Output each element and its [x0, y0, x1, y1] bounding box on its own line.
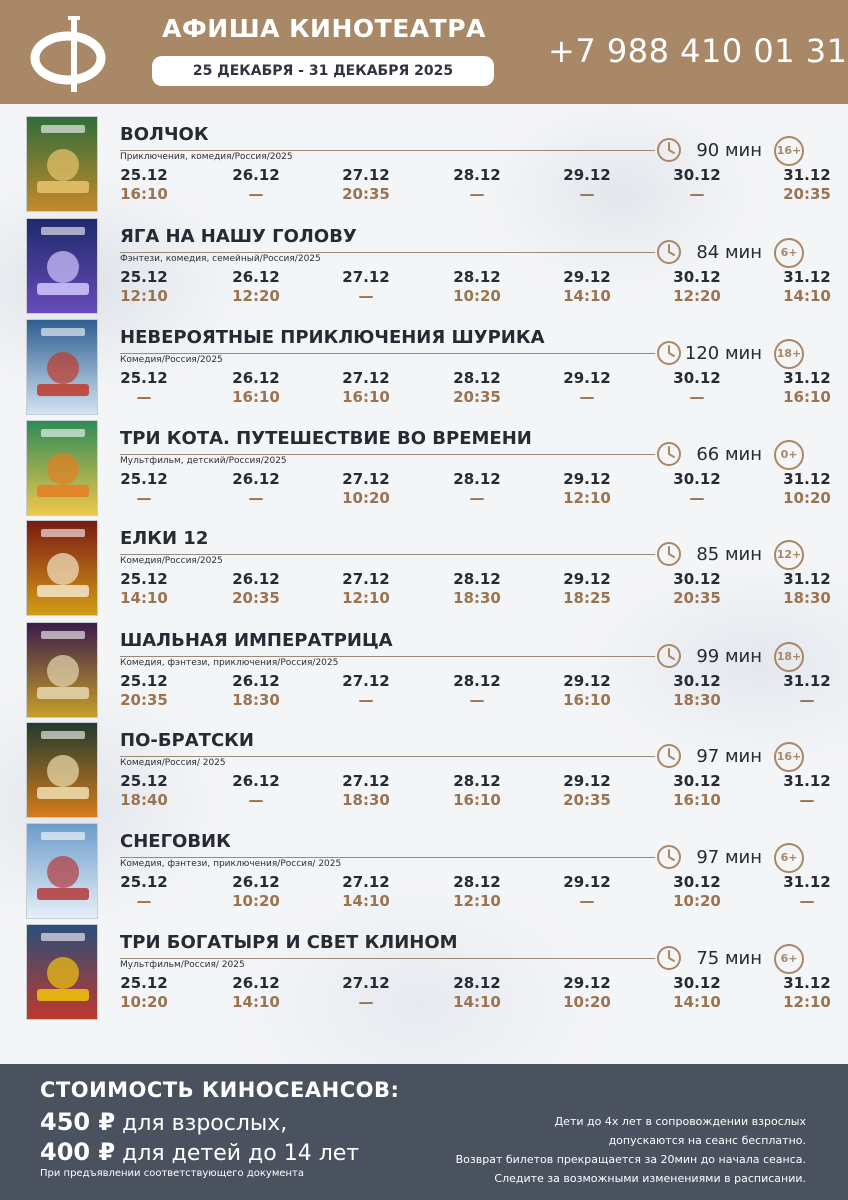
movie-title: ПО-БРАТСКИ [120, 730, 254, 751]
show-date: 27.12 [342, 772, 390, 790]
price-heading: СТОИМОСТЬ КИНОСЕАНСОВ: [40, 1078, 400, 1102]
show-date: 29.12 [563, 268, 611, 286]
show-date: 26.12 [232, 570, 280, 588]
movie-genre: Фэнтези, комедия, семейный/Россия/2025 [120, 254, 321, 264]
showtime-slot [226, 166, 286, 204]
show-date: 26.12 [232, 166, 280, 184]
showtime-slot [336, 873, 396, 911]
movie-poster[interactable] [26, 116, 98, 212]
show-time: — [358, 287, 374, 305]
footer-info [406, 1112, 806, 1188]
showtime-slot [667, 772, 727, 810]
show-time: 14:10 [563, 287, 611, 305]
clock-icon [656, 239, 682, 265]
show-time: 12:10 [120, 287, 168, 305]
show-time: 10:20 [453, 287, 501, 305]
show-time: — [469, 691, 485, 709]
show-date: 27.12 [342, 268, 390, 286]
movie-poster[interactable] [26, 520, 98, 616]
show-time: 16:10 [342, 388, 390, 406]
movie-title: ВОЛЧОК [120, 124, 209, 145]
show-time: 12:10 [453, 892, 501, 910]
show-date: 27.12 [342, 470, 390, 488]
showtime-slot [777, 974, 837, 1012]
showtime-slot [667, 166, 727, 204]
show-date: 25.12 [120, 672, 168, 690]
movie-row [0, 924, 848, 1024]
show-time: 14:10 [120, 589, 168, 607]
info-line: допускаются на сеанс бесплатно. [608, 1134, 806, 1147]
movie-row [0, 622, 848, 722]
clock-icon [656, 945, 682, 971]
showtime-slot [336, 570, 396, 608]
divider [120, 554, 655, 555]
showtime-slot [447, 369, 507, 407]
show-date: 25.12 [120, 873, 168, 891]
showtime-slot [114, 268, 174, 306]
showtime-slot [777, 166, 837, 204]
movie-title: НЕВЕРОЯТНЫЕ ПРИКЛЮЧЕНИЯ ШУРИКА [120, 327, 545, 348]
show-date: 28.12 [453, 369, 501, 387]
show-date: 28.12 [453, 672, 501, 690]
show-date: 28.12 [453, 974, 501, 992]
movie-poster[interactable] [26, 218, 98, 314]
show-time: — [358, 993, 374, 1011]
showtime-slot [667, 974, 727, 1012]
show-time: 18:25 [563, 589, 611, 607]
show-date: 26.12 [232, 470, 280, 488]
document-note: При предъявлении соответствующего документа [40, 1168, 305, 1179]
clock-icon [656, 340, 682, 366]
show-date: 30.12 [673, 570, 721, 588]
age-rating-badge: 0+ [774, 440, 804, 470]
show-date: 30.12 [673, 369, 721, 387]
age-rating-badge: 12+ [774, 540, 804, 570]
show-time: — [579, 892, 595, 910]
showtime-slot [557, 166, 617, 204]
show-time: — [248, 489, 264, 507]
movie-row [0, 520, 848, 620]
movie-duration: 85 мин [696, 544, 762, 565]
show-time: 12:10 [563, 489, 611, 507]
movie-genre: Комедия/Россия/2025 [120, 355, 223, 365]
show-time: 10:20 [232, 892, 280, 910]
showtime-slot [226, 570, 286, 608]
show-date: 28.12 [453, 166, 501, 184]
divider [120, 756, 655, 757]
showtime-slot [777, 570, 837, 608]
show-date: 27.12 [342, 873, 390, 891]
show-date: 27.12 [342, 974, 390, 992]
show-time: 18:30 [342, 791, 390, 809]
show-date: 27.12 [342, 166, 390, 184]
show-time: 18:30 [783, 589, 831, 607]
show-date: 31.12 [783, 470, 831, 488]
show-time: — [469, 489, 485, 507]
show-date: 25.12 [120, 470, 168, 488]
show-time: — [136, 489, 152, 507]
movie-poster[interactable] [26, 420, 98, 516]
showtime-slot [447, 974, 507, 1012]
movie-row [0, 823, 848, 923]
showtime-slot [114, 470, 174, 508]
show-date: 25.12 [120, 166, 168, 184]
show-date: 30.12 [673, 873, 721, 891]
showtime-slot [114, 369, 174, 407]
show-time: 12:10 [342, 589, 390, 607]
show-date: 25.12 [120, 369, 168, 387]
showtime-slot [336, 672, 396, 710]
showtime-slot [226, 974, 286, 1012]
divider [120, 857, 655, 858]
showtime-slot [336, 268, 396, 306]
price-footer [0, 1064, 848, 1200]
date-range-badge: 25 ДЕКАБРЯ - 31 ДЕКАБРЯ 2025 [152, 56, 494, 86]
show-time: 20:35 [563, 791, 611, 809]
movie-title: ЕЛКИ 12 [120, 528, 209, 549]
show-time: 12:20 [673, 287, 721, 305]
show-time: 14:10 [783, 287, 831, 305]
clock-icon [656, 441, 682, 467]
child-price-label: для детей до 14 лет [115, 1141, 360, 1166]
showtime-slot [226, 470, 286, 508]
divider [120, 454, 655, 455]
show-time: 14:10 [673, 993, 721, 1011]
show-date: 28.12 [453, 570, 501, 588]
show-date: 31.12 [783, 772, 831, 790]
show-date: 25.12 [120, 974, 168, 992]
show-time: 16:10 [453, 791, 501, 809]
show-date: 29.12 [563, 974, 611, 992]
movie-genre: Комедия, фэнтези, приключения/Россия/ 2025 [120, 859, 342, 869]
show-time: 16:10 [120, 185, 168, 203]
show-time: 20:35 [453, 388, 501, 406]
movie-title: СНЕГОВИК [120, 831, 231, 852]
show-date: 26.12 [232, 268, 280, 286]
divider [120, 150, 655, 151]
showtime-slot [667, 369, 727, 407]
show-time: — [136, 892, 152, 910]
info-line: Дети до 4х лет в сопровождении взрослых [554, 1115, 806, 1128]
age-rating-badge: 6+ [774, 944, 804, 974]
showtime-slot [777, 268, 837, 306]
showtime-slot [777, 470, 837, 508]
show-time: 16:10 [673, 791, 721, 809]
showtime-slot [114, 672, 174, 710]
movie-row [0, 319, 848, 419]
movie-duration: 66 мин [696, 444, 762, 465]
showtime-slot [557, 470, 617, 508]
show-time: 10:20 [673, 892, 721, 910]
age-rating-badge: 6+ [774, 843, 804, 873]
show-date: 30.12 [673, 268, 721, 286]
show-date: 28.12 [453, 772, 501, 790]
movie-row [0, 420, 848, 520]
show-date: 26.12 [232, 974, 280, 992]
show-time: — [799, 791, 815, 809]
showtime-slot [557, 873, 617, 911]
movie-title: ТРИ КОТА. ПУТЕШЕСТВИЕ ВО ВРЕМЕНИ [120, 428, 532, 449]
clock-icon [656, 541, 682, 567]
movie-genre: Мультфильм/Россия/ 2025 [120, 960, 245, 970]
movie-poster[interactable] [26, 722, 98, 818]
show-time: 10:20 [342, 489, 390, 507]
movie-poster[interactable] [26, 924, 98, 1020]
show-time: — [248, 185, 264, 203]
clock-icon [656, 743, 682, 769]
show-time: 20:35 [783, 185, 831, 203]
page-header [0, 0, 848, 104]
showtime-slot [777, 672, 837, 710]
show-date: 25.12 [120, 268, 168, 286]
show-date: 30.12 [673, 672, 721, 690]
showtime-slot [667, 873, 727, 911]
show-time: 20:35 [232, 589, 280, 607]
showtime-slot [667, 672, 727, 710]
show-time: 20:35 [342, 185, 390, 203]
show-time: 16:10 [783, 388, 831, 406]
child-price [40, 1138, 359, 1166]
clock-icon [656, 137, 682, 163]
cinema-logo-icon [30, 14, 112, 96]
phone-number[interactable]: +7 988 410 01 31 [548, 32, 848, 70]
show-date: 29.12 [563, 570, 611, 588]
show-time: — [799, 691, 815, 709]
movie-row [0, 218, 848, 318]
show-time: 10:20 [563, 993, 611, 1011]
movie-genre: Мультфильм, детский/Россия/2025 [120, 456, 287, 466]
showtime-slot [226, 268, 286, 306]
age-rating-badge: 18+ [774, 339, 804, 369]
showtime-slot [336, 772, 396, 810]
show-time: — [799, 892, 815, 910]
show-time: — [689, 388, 705, 406]
showtime-slot [114, 166, 174, 204]
child-price-amount: 400 ₽ [40, 1138, 116, 1166]
showtime-slot [226, 672, 286, 710]
movie-duration: 120 мин [684, 343, 762, 364]
showtime-slot [226, 369, 286, 407]
show-time: 10:20 [783, 489, 831, 507]
show-date: 31.12 [783, 268, 831, 286]
show-time: 20:35 [673, 589, 721, 607]
info-line: Следите за возможными изменениями в расписании. [494, 1172, 806, 1185]
show-time: 12:20 [232, 287, 280, 305]
divider [120, 656, 655, 657]
showtime-slot [114, 974, 174, 1012]
showtime-slot [447, 672, 507, 710]
show-date: 30.12 [673, 166, 721, 184]
age-rating-badge: 6+ [774, 238, 804, 268]
show-time: — [579, 185, 595, 203]
movie-duration: 84 мин [696, 242, 762, 263]
show-date: 26.12 [232, 873, 280, 891]
show-time: 18:30 [673, 691, 721, 709]
page-title: АФИША КИНОТЕАТРА [162, 14, 486, 43]
show-time: 18:30 [232, 691, 280, 709]
divider [120, 353, 655, 354]
showtime-slot [667, 470, 727, 508]
showtime-slot [226, 772, 286, 810]
showtime-slot [336, 470, 396, 508]
clock-icon [656, 643, 682, 669]
showtime-slot [557, 974, 617, 1012]
show-date: 28.12 [453, 268, 501, 286]
show-time: 16:10 [563, 691, 611, 709]
show-date: 31.12 [783, 570, 831, 588]
movie-poster[interactable] [26, 823, 98, 919]
showtime-slot [557, 570, 617, 608]
show-date: 28.12 [453, 873, 501, 891]
showtime-slot [777, 772, 837, 810]
showtime-slot [226, 873, 286, 911]
show-date: 25.12 [120, 570, 168, 588]
show-time: 14:10 [342, 892, 390, 910]
showtime-slot [336, 369, 396, 407]
showtime-slot [447, 470, 507, 508]
age-rating-badge: 16+ [774, 136, 804, 166]
show-date: 30.12 [673, 772, 721, 790]
show-date: 27.12 [342, 672, 390, 690]
clock-icon [656, 844, 682, 870]
divider [120, 958, 655, 959]
show-time: — [358, 691, 374, 709]
show-date: 31.12 [783, 369, 831, 387]
showtime-slot [114, 570, 174, 608]
show-date: 29.12 [563, 369, 611, 387]
movie-title: ШАЛЬНАЯ ИМПЕРАТРИЦА [120, 630, 393, 651]
show-date: 30.12 [673, 974, 721, 992]
movie-genre: Комедия/Россия/2025 [120, 556, 223, 566]
showtime-slot [777, 369, 837, 407]
adult-price-label: для взрослых, [115, 1111, 288, 1136]
show-time: — [469, 185, 485, 203]
showtime-slot [557, 672, 617, 710]
show-date: 28.12 [453, 470, 501, 488]
info-line: Возврат билетов прекращается за 20мин до начала сеанса. [455, 1153, 806, 1166]
movie-row [0, 722, 848, 822]
movie-poster[interactable] [26, 622, 98, 718]
show-time: — [689, 489, 705, 507]
movie-row [0, 116, 848, 216]
showtime-slot [336, 974, 396, 1012]
show-time: — [579, 388, 595, 406]
show-date: 25.12 [120, 772, 168, 790]
movie-duration: 75 мин [696, 948, 762, 969]
show-date: 31.12 [783, 166, 831, 184]
show-date: 26.12 [232, 369, 280, 387]
showtime-slot [447, 166, 507, 204]
show-time: 10:20 [120, 993, 168, 1011]
show-time: — [248, 791, 264, 809]
show-date: 29.12 [563, 873, 611, 891]
showtime-slot [336, 166, 396, 204]
show-date: 31.12 [783, 672, 831, 690]
adult-price-amount: 450 ₽ [40, 1108, 116, 1136]
showtime-slot [557, 369, 617, 407]
showtime-slot [447, 873, 507, 911]
show-date: 31.12 [783, 873, 831, 891]
show-time: 16:10 [232, 388, 280, 406]
showtime-slot [447, 772, 507, 810]
show-time: 18:40 [120, 791, 168, 809]
age-rating-badge: 18+ [774, 642, 804, 672]
showtime-slot [447, 268, 507, 306]
showtime-slot [114, 772, 174, 810]
show-date: 31.12 [783, 974, 831, 992]
show-date: 27.12 [342, 369, 390, 387]
movie-duration: 90 мин [696, 140, 762, 161]
show-time: 18:30 [453, 589, 501, 607]
adult-price [40, 1108, 287, 1136]
show-date: 26.12 [232, 672, 280, 690]
showtime-slot [557, 268, 617, 306]
showtime-slot [667, 570, 727, 608]
showtime-slot [667, 268, 727, 306]
show-date: 29.12 [563, 772, 611, 790]
showtime-slot [557, 772, 617, 810]
movie-duration: 99 мин [696, 646, 762, 667]
show-time: 12:10 [783, 993, 831, 1011]
showtime-slot [447, 570, 507, 608]
show-time: — [689, 185, 705, 203]
divider [120, 252, 655, 253]
show-date: 29.12 [563, 166, 611, 184]
show-time: — [136, 388, 152, 406]
showtime-slot [777, 873, 837, 911]
show-time: 14:10 [453, 993, 501, 1011]
movie-duration: 97 мин [696, 847, 762, 868]
show-time: 20:35 [120, 691, 168, 709]
movie-title: ТРИ БОГАТЫРЯ И СВЕТ КЛИНОМ [120, 932, 458, 953]
movie-poster[interactable] [26, 319, 98, 415]
show-date: 29.12 [563, 672, 611, 690]
show-date: 29.12 [563, 470, 611, 488]
movie-duration: 97 мин [696, 746, 762, 767]
showtime-slot [114, 873, 174, 911]
movie-genre: Комедия/Россия/ 2025 [120, 758, 226, 768]
movie-genre: Комедия, фэнтези, приключения/Россия/2025 [120, 658, 339, 668]
movie-genre: Приключения, комедия/Россия/2025 [120, 152, 293, 162]
show-time: 14:10 [232, 993, 280, 1011]
show-date: 26.12 [232, 772, 280, 790]
age-rating-badge: 16+ [774, 742, 804, 772]
show-date: 27.12 [342, 570, 390, 588]
movie-title: ЯГА НА НАШУ ГОЛОВУ [120, 226, 357, 247]
show-date: 30.12 [673, 470, 721, 488]
